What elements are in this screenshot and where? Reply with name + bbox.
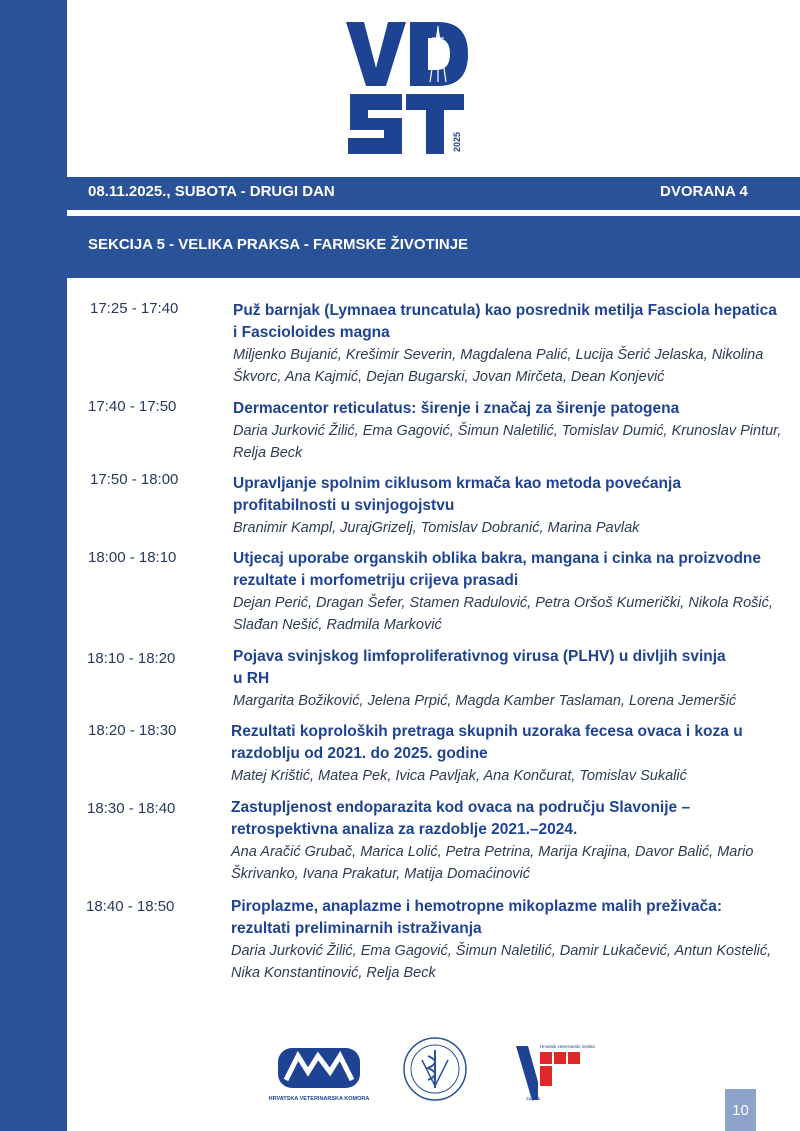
hvk-logo bbox=[268, 1046, 370, 1104]
talk-time: 17:40 - 17:50 bbox=[88, 398, 177, 415]
talk-authors: Daria Jurković Žilić, Ema Gagović, Šimun Naletilić, Damir Lukačević, Antun Kostelić, Nika Konstantinović, Relja Beck bbox=[231, 943, 772, 981]
talk-title: Dermacentor reticulatus: širenje i značaj za širenje patogena bbox=[233, 400, 680, 417]
logo-year: 2025 bbox=[452, 131, 462, 152]
talk-title: Upravljanje spolnim ciklusom krmača kao metoda povećanja profitabilnosti u svinjogojstvu bbox=[233, 475, 681, 514]
talk-time: 18:10 - 18:20 bbox=[87, 650, 176, 667]
page-number: 10 bbox=[725, 1089, 756, 1131]
talk-title: Utjecaj uporabe organskih oblika bakra, mangana i cinka na proizvodne rezultate i morfometriju crijeva prasadi bbox=[233, 550, 762, 589]
hvk-caption: HRVATSKA VETERINARSKA KOMORA bbox=[268, 1096, 370, 1102]
talk-time: 17:25 - 17:40 bbox=[90, 300, 179, 317]
talk-authors: Dejan Perić, Dragan Šefer, Stamen Radulović, Petra Oršoš Kumerički, Nikola Rošić, Slađan Nešić, Radmila Marković bbox=[233, 595, 773, 633]
talk-time: 18:20 - 18:30 bbox=[88, 722, 177, 739]
talk-time: 18:40 - 18:50 bbox=[86, 898, 175, 915]
talk-title: Piroplazme, anaplazme i hemotropne mikoplazme malih preživača: rezultati preliminarnih istraživanja bbox=[231, 898, 722, 937]
talk-title: Zastupljenost endoparazita kod ovaca na području Slavonije – retrospektivna analiza za razdoblje 2021.–2024. bbox=[231, 799, 691, 838]
talk-title: Puž barnjak (Lymnaea truncatula) kao posrednik metilja Fasciola hepatica i Fascioloides magna bbox=[233, 302, 777, 341]
talk-authors: Margarita Božiković, Jelena Prpić, Magda Kamber Taslaman, Lorena Jemeršić bbox=[233, 693, 737, 709]
talk-time: 18:30 - 18:40 bbox=[87, 800, 176, 817]
talk-time: 18:00 - 18:10 bbox=[88, 549, 177, 566]
talk-authors: Branimir Kampl, JurajGrizelj, Tomislav Dobranić, Marina Pavlak bbox=[233, 520, 640, 536]
talk-authors: Miljenko Bujanić, Krešimir Severin, Magdalena Palić, Lucija Šerić Jelaska, Nikolina Škvorc, Ana Kajmić, Dejan Bugarski, Jovan Mirčeta, Dean Konjević bbox=[233, 347, 764, 385]
vdst-logo bbox=[346, 18, 470, 158]
talk-title: Pojava svinjskog limfoproliferativnog virusa (PLHV) u divljih svinja u RH bbox=[233, 648, 726, 687]
faculty-seal-logo bbox=[402, 1036, 468, 1102]
hvi-caption: Hrvatski veterinarski institut bbox=[540, 1044, 595, 1049]
left-sidebar-bar bbox=[0, 0, 67, 1131]
talk-authors: Ana Aračić Grubač, Marica Lolić, Petra Petrina, Marija Krajina, Davor Balić, Mario Škrivanko, Ivana Prakatur, Matija Domaćinović bbox=[231, 844, 754, 882]
hall-label: DVORANA 4 bbox=[660, 183, 748, 200]
section-title: SEKCIJA 5 - VELIKA PRAKSA - FARMSKE ŽIVOTINJE bbox=[88, 236, 469, 253]
talk-title: Rezultati koproloških pretraga skupnih uzoraka fecesa ovaca i koza u razdoblju od 2021. do 2025. godine bbox=[231, 723, 743, 762]
hvi-logo bbox=[514, 1042, 595, 1102]
hvi-city: Zagreb bbox=[526, 1096, 541, 1101]
talk-authors: Daria Jurković Žilić, Ema Gagović, Šimun Naletilić, Tomislav Dumić, Krunoslav Pintur, Relja Beck bbox=[233, 423, 782, 461]
talk-time: 17:50 - 18:00 bbox=[90, 471, 179, 488]
date-day-label: 08.11.2025., SUBOTA - DRUGI DAN bbox=[88, 183, 335, 200]
talk-authors: Matej Krištić, Matea Pek, Ivica Pavljak, Ana Končurat, Tomislav Sukalić bbox=[231, 768, 687, 784]
